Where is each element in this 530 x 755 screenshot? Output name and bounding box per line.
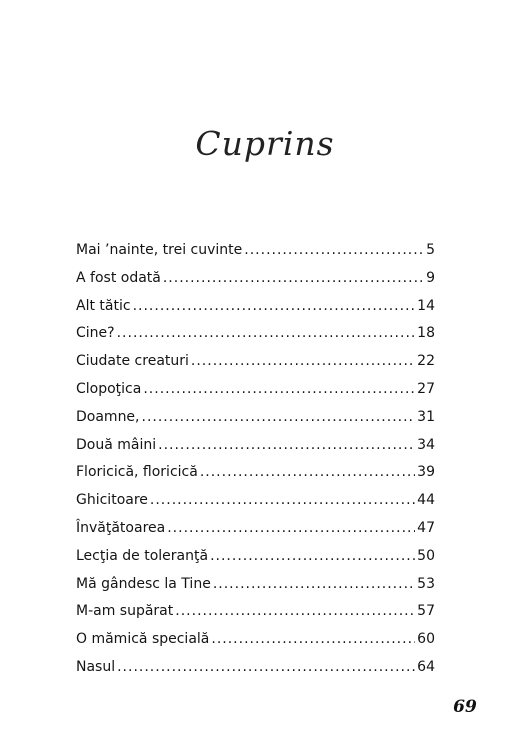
toc-dot-leader [117, 654, 415, 682]
toc-entry-title: Floricică, floricică [76, 464, 198, 481]
toc-entry-page: 22 [417, 353, 435, 370]
toc-entry [76, 487, 435, 515]
toc-entry-title: O mămică specială [76, 631, 210, 648]
toc-entry-page: 44 [417, 492, 435, 509]
toc-entry-page: 18 [417, 325, 435, 342]
toc-entry [76, 543, 435, 571]
toc-dot-leader [143, 376, 415, 404]
toc-entry-title: A fost odată [76, 269, 161, 286]
toc-entry-title: M-am supărat [76, 603, 174, 620]
toc-entry [76, 432, 435, 460]
toc-entry [76, 237, 435, 265]
toc-entry-title: Două mâini [76, 436, 157, 453]
toc-entry [76, 571, 435, 599]
toc-dot-leader [244, 237, 424, 265]
toc-entry-title: Clopoţica [76, 380, 142, 397]
toc-entry-page: 39 [417, 464, 435, 481]
toc-entry [76, 348, 435, 376]
toc-entry-title: Doamne, [76, 408, 140, 425]
toc-entry-page: 9 [426, 269, 435, 286]
toc-entry [76, 404, 435, 432]
toc-entry [76, 654, 435, 682]
toc-entry-title: Învăţătoarea [76, 519, 166, 536]
toc-entry [76, 293, 435, 321]
toc-entry-title: Ciudate creaturi [76, 353, 189, 370]
toc-entry-title: Cine? [76, 325, 115, 342]
toc-entry-page: 34 [417, 436, 435, 453]
toc-dot-leader [158, 432, 415, 460]
toc-entry [76, 598, 435, 626]
toc-entry [76, 459, 435, 487]
toc-entry-page: 60 [417, 631, 435, 648]
toc-entry [76, 265, 435, 293]
toc-dot-leader [175, 598, 415, 626]
toc-dot-leader [210, 543, 415, 571]
toc-entry [76, 515, 435, 543]
toc-entry-title: Ghicitoare [76, 492, 148, 509]
toc-dot-leader [142, 404, 416, 432]
toc-entry [76, 376, 435, 404]
toc-dot-leader [167, 515, 415, 543]
toc-entry-page: 64 [417, 658, 435, 675]
toc-entry-title: Mă gândesc la Tine [76, 575, 211, 592]
table-of-contents [76, 237, 435, 682]
toc-dot-leader [117, 320, 416, 348]
toc-entry-page: 47 [417, 519, 435, 536]
toc-entry-page: 50 [417, 547, 435, 564]
toc-entry [76, 320, 435, 348]
toc-entry-title: Mai ’nainte, trei cuvinte [76, 242, 243, 258]
toc-dot-leader [191, 348, 415, 376]
toc-entry-page: 27 [417, 380, 435, 397]
toc-entry-page: 53 [417, 575, 435, 592]
toc-entry-title: Lecţia de toleranţă [76, 547, 209, 564]
toc-dot-leader [200, 459, 415, 487]
page-title: Cuprins [195, 124, 335, 163]
toc-dot-leader [133, 293, 416, 321]
toc-entry-title: Nasul [76, 658, 116, 675]
toc-entry [76, 626, 435, 654]
toc-entry-page: 57 [417, 603, 435, 620]
toc-dot-leader [213, 571, 415, 599]
toc-dot-leader [211, 626, 415, 654]
toc-dot-leader [163, 265, 424, 293]
page-number: 69 [453, 697, 477, 717]
toc-entry-title: Alt tătic [76, 297, 131, 314]
toc-entry-page: 14 [417, 297, 435, 314]
toc-entry-page: 5 [426, 242, 435, 258]
toc-entry-page: 31 [417, 408, 435, 425]
toc-dot-leader [150, 487, 415, 515]
